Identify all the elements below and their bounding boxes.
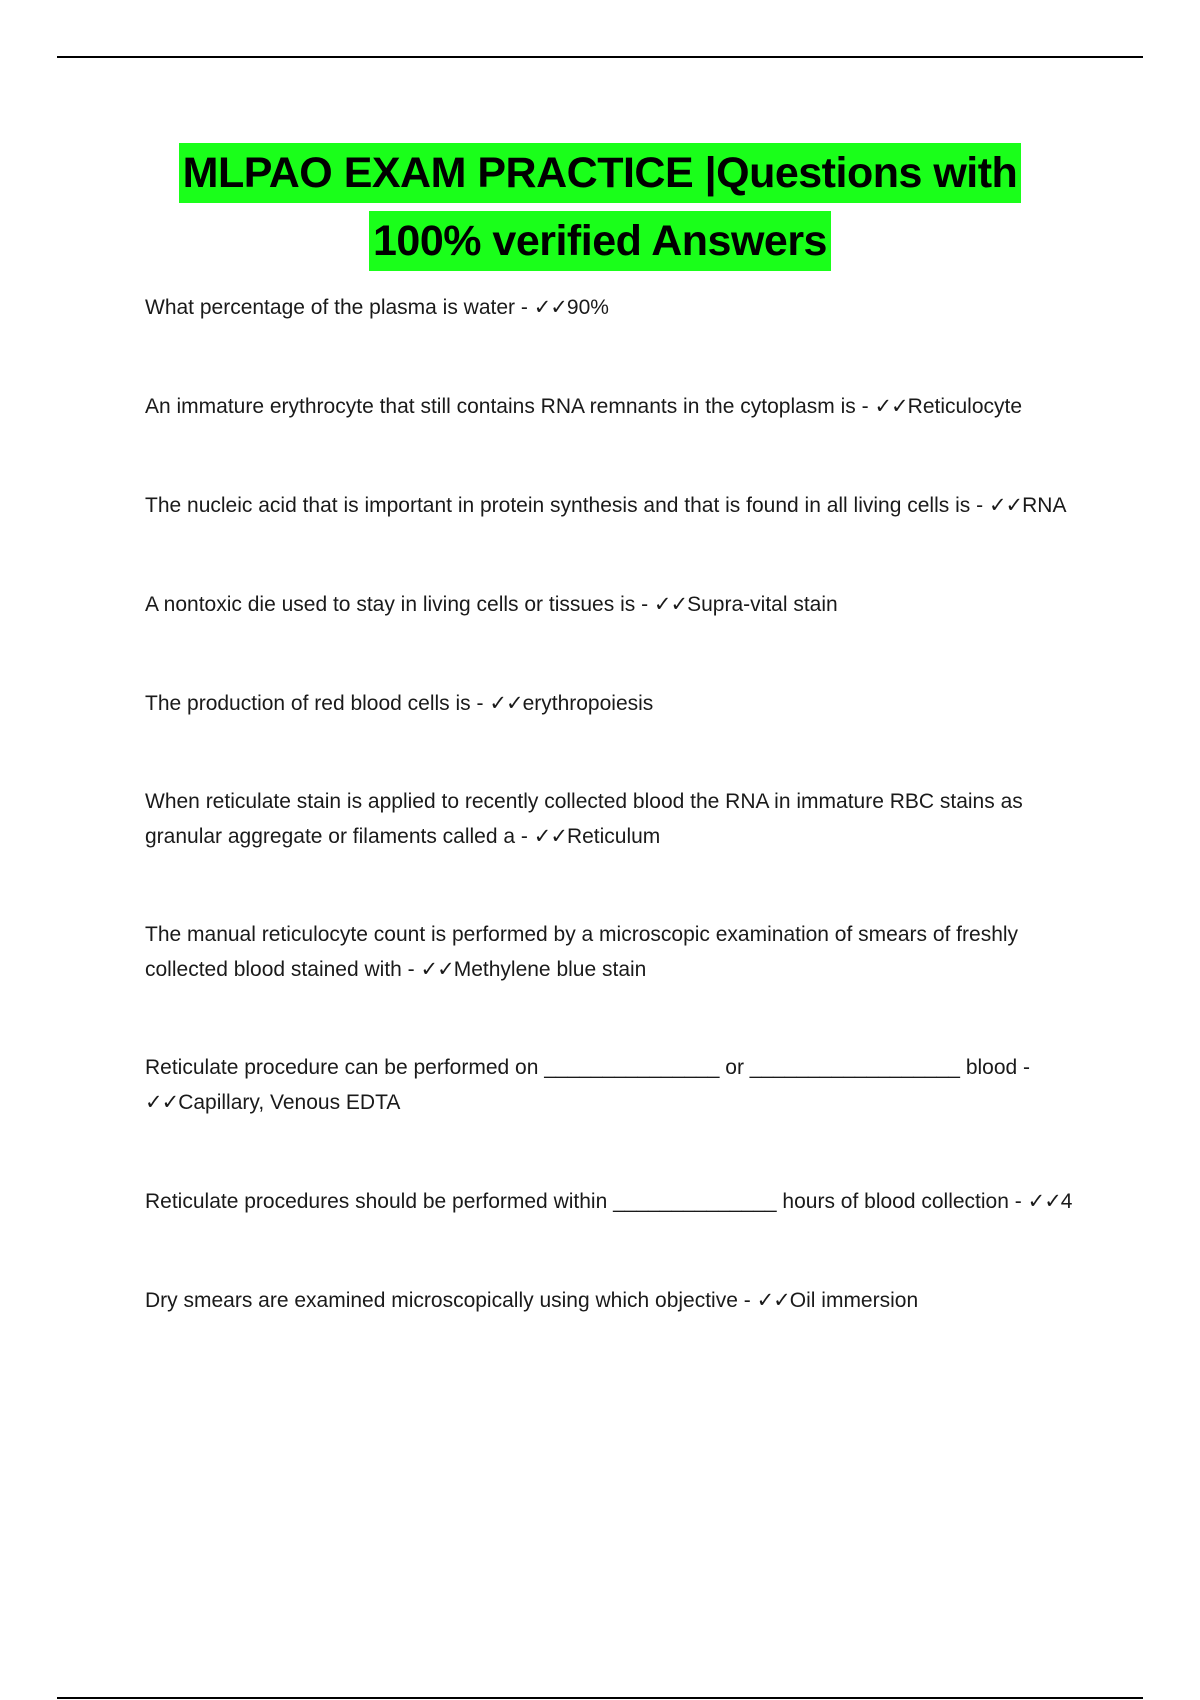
double-check-icon: ✓✓ [988,493,1023,517]
question-text: The production of red blood cells is [145,692,471,715]
qa-item-3 [145,488,1095,523]
answer-text: Oil immersion [789,1289,919,1312]
double-check-icon: ✓✓ [533,295,567,319]
qa-item-7 [145,918,1095,987]
answer-text: Reticulocyte [907,395,1023,418]
answer-text: Reticulum [566,825,661,848]
answer-text: Supra-vital stain [687,593,838,616]
title-line-1: MLPAO EXAM PRACTICE |Questions with [179,143,1022,203]
qa-item-10 [145,1283,1095,1318]
double-check-icon: ✓✓ [420,957,454,981]
separator: - [635,593,654,616]
header-rule [57,56,1143,58]
footer-rule [57,1697,1143,1699]
qa-item-8 [145,1051,1095,1120]
question-text: An immature erythrocyte that still contains RNA remnants in the cytoplasm is [145,395,856,418]
answer-text: RNA [1022,494,1067,517]
question-text: Reticulate procedures should be performed within ______________ hours of blood collection [145,1190,1009,1213]
separator: - [1017,1056,1031,1079]
question-list [145,290,1095,1318]
separator: - [470,692,490,715]
double-check-icon: ✓✓ [653,592,688,616]
question-text: The manual reticulocyte count is performed by a microscopic examination of smears of freshly collected blood stained with [145,923,1019,981]
qa-item-1 [145,290,1095,325]
qa-item-4 [145,587,1095,622]
question-text: Dry smears are examined microscopically using which objective [145,1289,738,1312]
qa-item-2 [145,389,1095,424]
double-check-icon: ✓✓ [533,824,567,848]
separator: - [855,395,875,418]
double-check-icon: ✓✓ [145,1090,179,1114]
double-check-icon: ✓✓ [756,1288,790,1312]
answer-text: Capillary, Venous EDTA [178,1091,401,1114]
answer-text: 4 [1060,1190,1073,1213]
document-title [0,143,1200,271]
separator: - [401,958,421,981]
separator: - [515,296,534,319]
double-check-icon: ✓✓ [1027,1189,1061,1213]
answer-text: 90% [566,296,609,319]
qa-item-9 [145,1184,1095,1219]
question-text: The nucleic acid that is important in protein synthesis and that is found in all living cells is [145,494,971,517]
double-check-icon: ✓✓ [874,394,908,418]
separator: - [1008,1190,1028,1213]
double-check-icon: ✓✓ [489,691,523,715]
question-text: What percentage of the plasma is water [145,296,516,319]
separator: - [970,494,989,517]
question-text: A nontoxic die used to stay in living cells or tissues is [145,593,636,616]
answer-text: erythropoiesis [522,692,654,715]
separator: - [515,825,534,848]
answer-text: Methylene blue stain [453,958,647,981]
qa-item-6 [145,785,1095,854]
title-line-2: 100% verified Answers [369,211,831,271]
qa-item-5 [145,686,1095,721]
question-text: Reticulate procedure can be performed on _______________ or __________________ blood [145,1056,1018,1079]
question-text: When reticulate stain is applied to recently collected blood the RNA in immature RBC stains as granular aggregate or filaments called a [145,790,1023,848]
separator: - [737,1289,757,1312]
